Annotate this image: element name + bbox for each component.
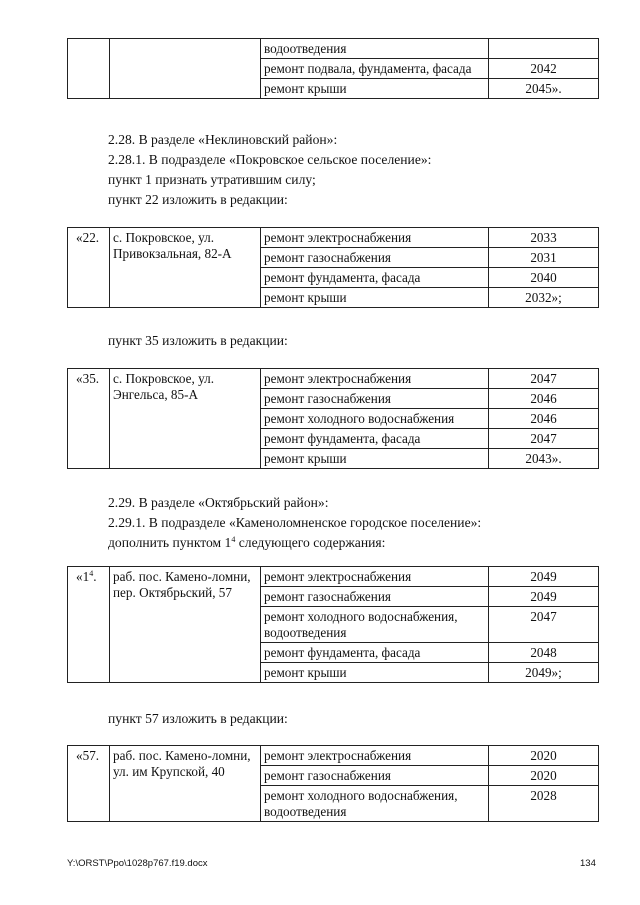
num-cell [68, 39, 110, 99]
work-cell: ремонт электроснабжения [261, 746, 489, 766]
table-row [68, 369, 599, 389]
year-cell: 2040 [489, 268, 599, 288]
work-cell: ремонт газоснабжения [261, 248, 489, 268]
work-cell: ремонт электроснабжения [261, 369, 489, 389]
year-cell: 2047 [489, 607, 599, 643]
work-cell: ремонт газоснабжения [261, 587, 489, 607]
work-cell: ремонт подвала, фундамента, фасада [261, 59, 489, 79]
table-point-57 [67, 745, 599, 822]
address-cell: раб. пос. Камено-ломни, ул. им Крупской, 40 [110, 746, 261, 822]
address-cell: с. Покровское, ул. Привокзальная, 82-А [110, 228, 261, 308]
work-cell: ремонт крыши [261, 449, 489, 469]
table-point-22 [67, 227, 599, 308]
address-cell: с. Покровское, ул. Энгельса, 85-А [110, 369, 261, 469]
num-suffix: . [93, 569, 97, 584]
paragraph-point-22: пункт 22 изложить в редакции: [108, 192, 288, 207]
superscript: 4 [89, 569, 94, 578]
table-row [68, 567, 599, 587]
work-cell: ремонт крыши [261, 663, 489, 683]
year-cell: 2047 [489, 369, 599, 389]
paragraph-add-point [108, 534, 385, 551]
address-cell: раб. пос. Камено-ломни, пер. Октябрьский, 57 [110, 567, 261, 683]
table-row [68, 228, 599, 248]
year-cell: 2046 [489, 389, 599, 409]
year-cell: 2043». [489, 449, 599, 469]
work-cell: ремонт фундамента, фасада [261, 643, 489, 663]
year-cell: 2048 [489, 643, 599, 663]
footer-page-number: 134 [580, 858, 596, 869]
work-cell: водоотведения [261, 39, 489, 59]
year-cell: 2031 [489, 248, 599, 268]
work-cell: ремонт газоснабжения [261, 766, 489, 786]
year-cell: 2020 [489, 746, 599, 766]
paragraph-text: следующего содержания: [235, 535, 386, 550]
year-cell: 2049»; [489, 663, 599, 683]
address-cell [110, 39, 261, 99]
work-cell: ремонт холодного водоснабжения, водоотведения [261, 786, 489, 822]
year-cell: 2033 [489, 228, 599, 248]
work-cell: ремонт фундамента, фасада [261, 268, 489, 288]
year-cell: 2049 [489, 567, 599, 587]
work-cell: ремонт крыши [261, 79, 489, 99]
paragraph-point-1: пункт 1 признать утратившим силу; [108, 172, 316, 187]
work-cell: ремонт крыши [261, 288, 489, 308]
work-cell: ремонт электроснабжения [261, 228, 489, 248]
paragraph-section-2-28: 2.28. В разделе «Неклиновский район»: [108, 132, 338, 147]
year-cell: 2020 [489, 766, 599, 786]
table-continuation [67, 38, 599, 99]
year-cell: 2042 [489, 59, 599, 79]
year-cell: 2047 [489, 429, 599, 449]
num-cell: «22. [68, 228, 110, 308]
table-point-35 [67, 368, 599, 469]
paragraph-point-57: пункт 57 изложить в редакции: [108, 711, 288, 726]
year-cell: 2045». [489, 79, 599, 99]
table-row [68, 746, 599, 766]
work-cell: ремонт электроснабжения [261, 567, 489, 587]
year-cell: 2032»; [489, 288, 599, 308]
paragraph-section-2-29: 2.29. В разделе «Октябрьский район»: [108, 495, 329, 510]
num-cell: «57. [68, 746, 110, 822]
work-cell: ремонт фундамента, фасада [261, 429, 489, 449]
year-cell [489, 39, 599, 59]
paragraph-point-35: пункт 35 изложить в редакции: [108, 333, 288, 348]
superscript: 4 [231, 535, 236, 544]
num-cell [68, 567, 110, 683]
work-cell: ремонт холодного водоснабжения, водоотведения [261, 607, 489, 643]
paragraph-subsection-2-28-1: 2.28.1. В подразделе «Покровское сельское поселение»: [108, 152, 432, 167]
year-cell: 2049 [489, 587, 599, 607]
table-point-1-4 [67, 566, 599, 683]
table-row [68, 39, 599, 59]
year-cell: 2028 [489, 786, 599, 822]
num-text: «1 [76, 569, 90, 584]
paragraph-subsection-2-29-1: 2.29.1. В подразделе «Каменоломненское городское поселение»: [108, 515, 482, 530]
work-cell: ремонт холодного водоснабжения [261, 409, 489, 429]
work-cell: ремонт газоснабжения [261, 389, 489, 409]
year-cell: 2046 [489, 409, 599, 429]
num-cell: «35. [68, 369, 110, 469]
paragraph-text: дополнить пунктом 1 [108, 535, 232, 550]
footer-file-path: Y:\ORST\Ppo\1028p767.f19.docx [67, 858, 208, 869]
